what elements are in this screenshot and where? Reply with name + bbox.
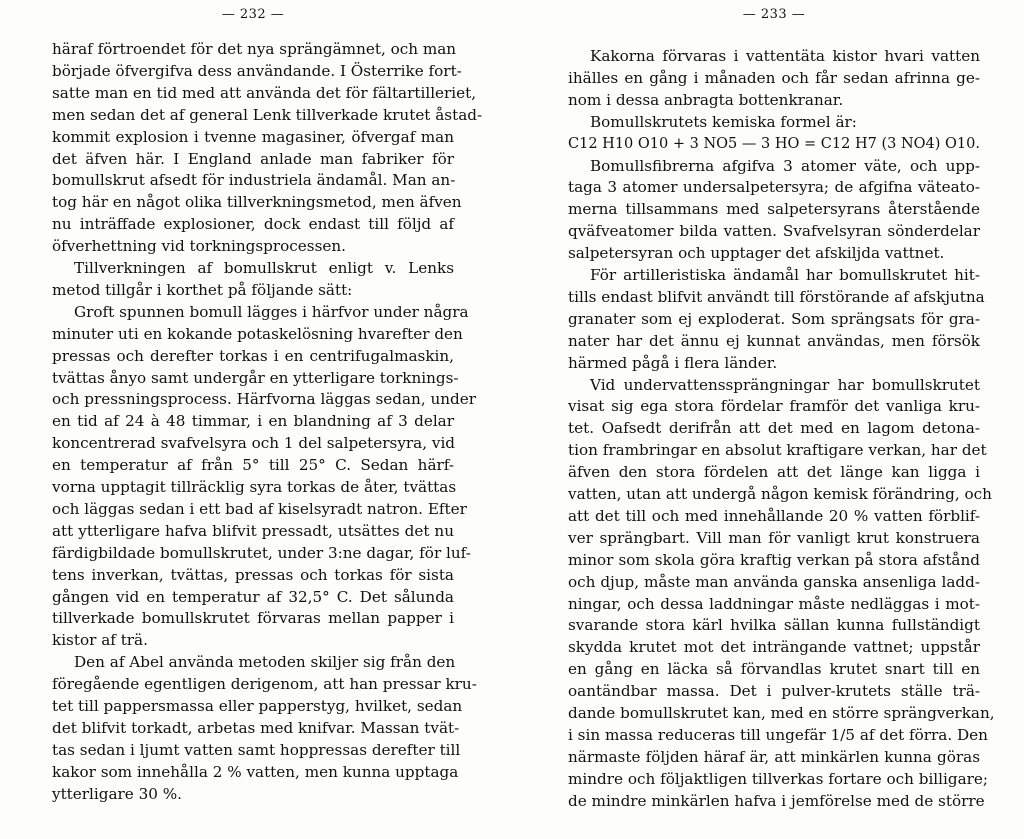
text-line: en tid af 24 à 48 timmar, i en blandning af 3 delar	[52, 412, 454, 431]
text-line: koncentrerad svafvelsyra och 1 del salpetersyra, vid	[52, 434, 456, 453]
text-line: svarande stora kärl hvilka sällan kunna fullständigt	[568, 616, 980, 635]
text-line: vatten, utan att undergå någon kemisk förändring, och	[568, 485, 992, 503]
text-line: att ytterligare hafva blifvit pressadt, utsättes det nu	[52, 521, 454, 540]
text-line: Groft spunnen bomull lägges i härfvor under några	[74, 302, 469, 321]
text-line: och djup, måste man använda ganska ansenliga ladd-	[568, 572, 980, 591]
text-line: tet. Oafsedt derifrån att det med en lagom detona-	[568, 419, 980, 438]
text-line: men sedan det af general Lenk tillverkade krutet åstad-	[52, 105, 483, 124]
text-line: metod tillgår i korthet på följande sätt:	[52, 280, 353, 299]
text-line: C12 H10 O10 + 3 NO5 — 3 HO = C12 H7 (3 NO4) O10.	[568, 135, 980, 152]
text-line: nu inträffade explosioner, dock endast till följd af	[52, 215, 454, 234]
text-line: ningar, och dessa laddningar måste nedläggas i mot-	[568, 594, 980, 613]
text-line: och pressningsprocess. Härfvorna läggas sedan, under	[52, 390, 477, 409]
text-line: Bomullsfibrerna afgifva 3 atomer väte, och upp-	[590, 156, 980, 175]
text-line: ytterligare 30 %.	[52, 784, 183, 803]
text-line: tillverkade bomullskrutet förvaras mellan papper i	[52, 609, 454, 628]
text-line: minuter uti en kokande potaskelösning hvarefter den	[52, 324, 463, 343]
text-line: gången vid en temperatur af 32,5° C. Det sålunda	[52, 587, 454, 606]
text-line: färdigbildade bomullskrutet, under 3:ne dagar, för luf-	[52, 543, 471, 562]
text-line: kommit explosion i tvenne magasiner, öfvergaf man	[52, 127, 454, 146]
text-line: närmaste följden häraf är, att minkärlen kunna göras	[568, 747, 980, 766]
text-line: taga 3 atomer undersalpetersyra; de afgifna väteato-	[568, 178, 980, 197]
text-line: det äfven här. I England anlade man fabriker för	[52, 149, 454, 168]
text-line: det blifvit torkadt, arbetas med knifvar. Massan tvät-	[52, 718, 460, 737]
text-line: äfven den stora fördelen att det länge kan ligga i	[568, 463, 980, 482]
text-line: tens inverkan, tvättas, pressas och torkas för sista	[52, 565, 454, 584]
text-line: satte man en tid med att använda det för fältartilleriet,	[52, 83, 477, 102]
text-line: ihälles en gång i månaden och får sedan afrinna ge-	[568, 68, 980, 87]
text-line: qväfveatomer bilda vatten. Svafvelsyran sönderdelar	[568, 222, 980, 241]
text-line: Den af Abel använda metoden skiljer sig från den	[74, 653, 456, 672]
text-line: oantändbar massa. Det i pulver-krutets ställe trä-	[568, 682, 980, 701]
text-line: tion frambringar en absolut kraftigare verkan, har det	[568, 441, 987, 460]
text-line: Tillverkningen af bomullskrut enligt v. Lenks	[74, 259, 454, 277]
text-line: tas sedan i ljumt vatten samt hoppressas derefter till	[52, 740, 461, 759]
text-line: att det till och med innehållande 20 % vatten förblif-	[568, 506, 980, 525]
text-line: Kakorna förvaras i vattentäta kistor hvari vatten	[590, 47, 980, 65]
text-line: ver sprängbart. Vill man för vanligt krut konstruera	[568, 528, 980, 547]
text-line: härmed pågå i flera länder.	[568, 353, 778, 372]
text-line: nater har det ännu ej kunnat användas, men försök	[568, 331, 980, 350]
left-page	[52, 0, 483, 839]
text-line: dande bomullskrutet kan, med en större sprängverkan,	[568, 704, 995, 722]
text-line: kakor som innehålla 2 % vatten, men kunna upptaga	[52, 762, 459, 781]
text-line: minor som skola göra kraftig verkan på stora afstånd	[568, 550, 980, 569]
text-line: en gång en läcka så förvandlas krutet snart till en	[568, 660, 980, 679]
text-line: öfverhettning vid torkningsprocessen.	[52, 237, 346, 256]
text-line: pressas och derefter torkas i en centrifugalmaskin,	[52, 346, 454, 365]
text-line: merna tillsammans med salpetersyrans återstående	[568, 200, 980, 219]
text-line: skydda krutet mot det inträngande vattnet; uppstår	[568, 638, 980, 657]
text-line: För artilleristiska ändamål har bomullskrutet hit-	[590, 266, 980, 284]
text-line: nom i dessa anbragta bottenkranar.	[568, 90, 844, 109]
text-line: och läggas sedan i ett bad af kiselsyradt natron. Efter	[52, 499, 467, 518]
text-line: kistor af trä.	[52, 631, 148, 650]
page-number-left: — 232 —	[221, 7, 285, 22]
text-line: granater som ej exploderat. Som sprängsats för gra-	[568, 309, 980, 328]
text-line: salpetersyran och upptager det afskiljda vattnet.	[568, 244, 945, 263]
text-line: en temperatur af från 5° till 25° C. Sedan härf-	[52, 456, 454, 475]
page-number-right: — 233 —	[742, 7, 806, 22]
text-line: tvättas ånyo samt undergår en ytterligare torknings-	[52, 368, 459, 387]
text-line: Bomullskrutets kemiska formel är:	[590, 112, 857, 131]
text-line: de mindre minkärlen hafva i jemförelse med de större	[568, 791, 985, 810]
text-line: bomullskrut afsedt för industriela ändamål. Man an-	[52, 171, 456, 190]
text-line: Vid undervattenssprängningar har bomullskrutet	[590, 375, 980, 394]
text-line: tills endast blifvit användt till förstörande af afskjutna	[568, 287, 985, 306]
text-line: tog här en något olika tillverkningsmetod, men äfven	[52, 193, 462, 212]
right-page	[568, 0, 995, 839]
text-line: häraf förtroendet för det nya sprängämnet, och man	[52, 40, 457, 58]
text-line: föregående egentligen derigenom, att han pressar kru-	[52, 675, 477, 694]
text-line: tet till pappersmassa eller papperstyg, hvilket, sedan	[52, 697, 463, 715]
text-line: vorna upptagit tillräcklig syra torkas de åter, tvättas	[52, 478, 457, 496]
text-line: började öfvergifva dess användande. I Österrike fort-	[52, 61, 462, 80]
text-line: mindre och följaktligen tillverkas fortare och billigare;	[568, 769, 989, 788]
text-line: visat sig ega stora fördelar framför det vanliga kru-	[568, 397, 980, 416]
text-line: i sin massa reduceras till ungefär 1/5 af det förra. Den	[568, 725, 988, 744]
